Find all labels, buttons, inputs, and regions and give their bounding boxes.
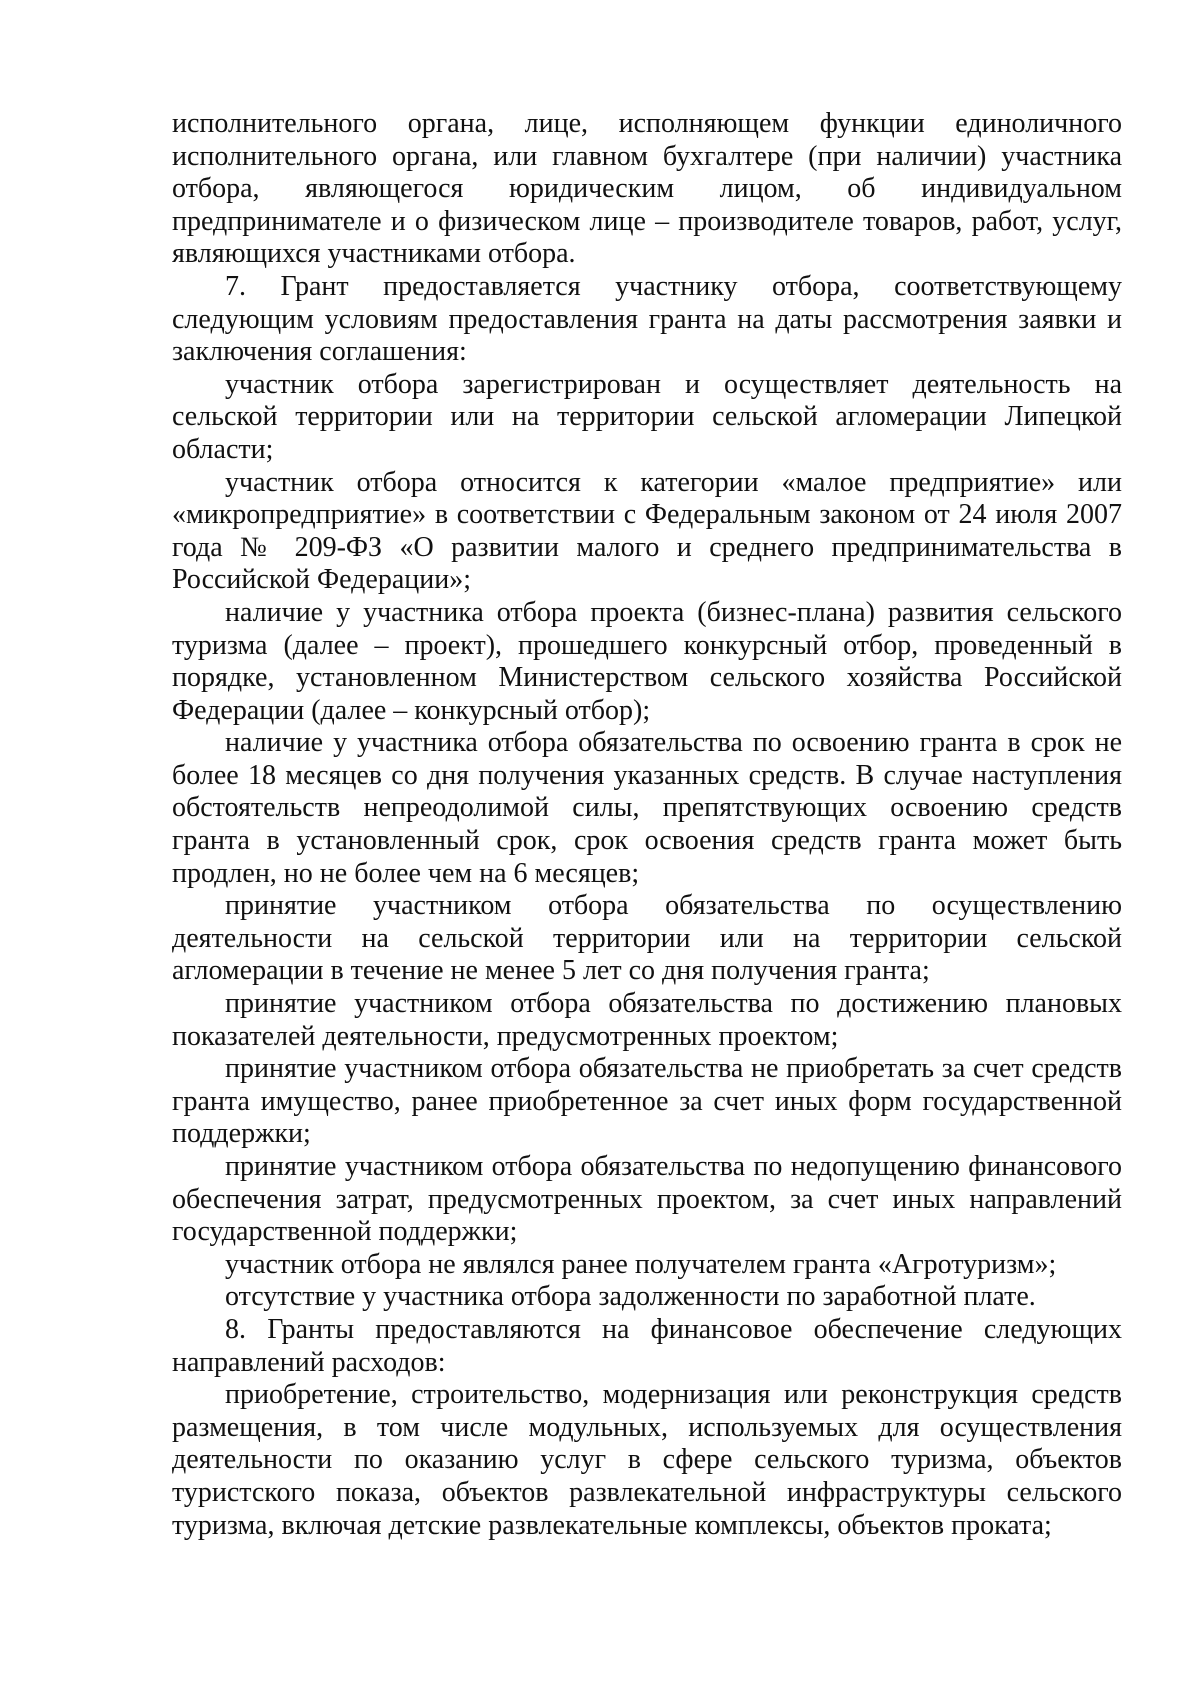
paragraph-condition-registration: участник отбора зарегистрирован и осуществляет деятельность на сельской территории или на территории сельской агломерации Липецкой области; (172, 368, 1122, 465)
paragraph-condition-property: принятие участником отбора обязательства не приобретать за счет средств гранта имущество, ранее приобретенное за счет иных форм государственной поддержки; (172, 1053, 1122, 1150)
paragraph-expense-direction: приобретение, строительство, модернизация или реконструкция средств размещения, в том числе модульных, используемых для осуществления деятельности по оказанию услуг в сфере сельского туризма, объектов туристского показа, объектов развлекательной инфраструктуры сельского туризма, включая детские развлекательные комплексы, объектов проката; (172, 1379, 1122, 1541)
paragraph-condition-category: участник отбора относится к категории «малое предприятие» или «микропредприятие» в соответствии с Федеральным законом от 24 июля 2007 года № 209-ФЗ «О развитии малого и среднего предпринимательства в Российской Федерации»; (172, 466, 1122, 596)
paragraph-condition-previous-grant: участник отбора не являлся ранее получателем гранта «Агротуризм»; (225, 1248, 1057, 1280)
paragraph-condition-project: наличие у участника отбора проекта (бизнес-плана) развития сельского туризма (далее – проект), прошедшего конкурсный отбор, проведенный в порядке, установленном Министерством сельского хозяйства Российской Федерации (далее – конкурсный отбор); (172, 596, 1122, 726)
paragraph-clause-8: 8. Гранты предоставляются на финансовое обеспечение следующих направлений расходов: (172, 1313, 1122, 1378)
paragraph-1: исполнительного органа, лице, исполняющем функции единоличного исполнительного органа, или главном бухгалтере (при наличии) участника отбора, являющегося юридическим лицом, об индивидуальном предпринимателе и о физическом лице – производителе товаров, работ, услуг, являющихся участниками отбора. (172, 108, 1122, 270)
paragraph-condition-indicators: принятие участником отбора обязательства по достижению плановых показателей деятельности, предусмотренных проектом; (172, 988, 1122, 1052)
paragraph-condition-financing: принятие участником отбора обязательства по недопущению финансового обеспечения затрат, предусмотренных проектом, за счет иных направлений государственной поддержки; (172, 1151, 1122, 1248)
paragraph-clause-7: 7. Грант предоставляется участнику отбора, соответствующему следующим условиям предоставления гранта на даты рассмотрения заявки и заключения соглашения: (172, 270, 1122, 368)
paragraph-condition-territory: принятие участником отбора обязательства по осуществлению деятельности на сельской территории или на территории сельской агломерации в течение не менее 5 лет со дня получения гранта; (172, 890, 1122, 987)
paragraph-condition-deadline: наличие у участника отбора обязательства по освоению гранта в срок не более 18 месяцев со дня получения указанных средств. В случае наступления обстоятельств непреодолимой силы, препятствующих освоению средств гранта в установленный срок, срок освоения средств гранта может быть продлен, но не более чем на 6 месяцев; (172, 727, 1122, 889)
paragraph-condition-salary-debt: отсутствие у участника отбора задолженности по заработной плате. (225, 1281, 1036, 1313)
document-page (172, 108, 1122, 1542)
